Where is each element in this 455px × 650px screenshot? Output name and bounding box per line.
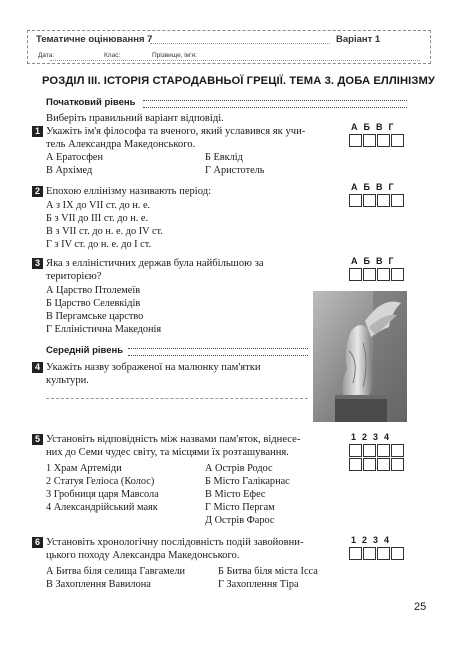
question-3-text-line1: Яка з елліністичних держав була найбільшою за bbox=[46, 258, 264, 269]
answer-cell[interactable] bbox=[391, 194, 404, 207]
answer-grid-header: АБВГ bbox=[351, 122, 400, 132]
header-divider bbox=[150, 43, 330, 44]
q2-option-b: Б з VII до III ст. до н. е. bbox=[46, 213, 149, 224]
question-5-text-line2: них до Семи чудес світу, та місцями їх розташування. bbox=[46, 447, 289, 458]
answer-cell[interactable] bbox=[349, 134, 362, 147]
header-field-line bbox=[50, 60, 420, 61]
instruction-text: Виберіть правильний варіант відповіді. bbox=[46, 113, 224, 124]
level-dots bbox=[128, 348, 308, 356]
answer-cell[interactable] bbox=[391, 268, 404, 281]
question-4-text-line2: культури. bbox=[46, 375, 89, 386]
answer-cell[interactable] bbox=[377, 547, 390, 560]
student-name-field-label: Прізвище, ім'я: bbox=[152, 52, 197, 59]
answer-cell[interactable] bbox=[363, 444, 376, 457]
q5-item-4: 4 Александрійський маяк bbox=[46, 502, 158, 513]
answer-cell[interactable] bbox=[377, 134, 390, 147]
q3-option-v: В Пергамське царство bbox=[46, 311, 144, 322]
question-3-text-line2: територією? bbox=[46, 271, 102, 282]
answer-cell[interactable] bbox=[391, 458, 404, 471]
answer-cell[interactable] bbox=[363, 268, 376, 281]
q5-item-1: 1 Храм Артеміди bbox=[46, 463, 122, 474]
question-4-text-line1: Укажіть назву зображеної на малюнку пам'ятки bbox=[46, 362, 261, 373]
answer-cell[interactable] bbox=[349, 444, 362, 457]
answer-cell[interactable] bbox=[391, 134, 404, 147]
q1-option-g: Г Аристотель bbox=[205, 165, 265, 176]
answer-cell[interactable] bbox=[377, 194, 390, 207]
class-field-label: Клас: bbox=[104, 52, 121, 59]
q6-option-a: А Битва біля селища Гавгамели bbox=[46, 566, 185, 577]
page-number: 25 bbox=[414, 601, 427, 613]
question-number: 1 bbox=[32, 126, 43, 137]
answer-cell[interactable] bbox=[349, 458, 362, 471]
question-number: 5 bbox=[32, 434, 43, 445]
question-6-text-line2: цького походу Александра Македонського. bbox=[46, 550, 240, 561]
question-number: 4 bbox=[32, 362, 43, 373]
answer-grid-q5[interactable] bbox=[349, 444, 405, 471]
answer-cell[interactable] bbox=[363, 547, 376, 560]
answer-grid-header: 1234 bbox=[351, 535, 396, 545]
level-initial-heading: Початковий рівень bbox=[46, 97, 136, 108]
answer-cell[interactable] bbox=[363, 134, 376, 147]
q6-option-g: Г Захоплення Тіра bbox=[218, 579, 299, 590]
answer-grid-header: 1234 bbox=[351, 432, 396, 442]
q5-place-a: А Острів Родос bbox=[205, 463, 273, 474]
answer-grid-q3[interactable] bbox=[349, 268, 405, 281]
question-1-text-line2: тель Александра Македонського. bbox=[46, 139, 196, 150]
question-number: 2 bbox=[32, 186, 43, 197]
answer-grid-q6[interactable] bbox=[349, 547, 405, 560]
q3-option-b: Б Царство Селевкідів bbox=[46, 298, 141, 309]
q2-option-g: Г з IV ст. до н. е. до I ст. bbox=[46, 239, 152, 250]
q2-option-v: В з VII ст. до н. е. до IV ст. bbox=[46, 226, 163, 237]
q3-option-g: Г Елліністична Македонія bbox=[46, 324, 162, 335]
q5-item-2: 2 Статуя Геліоса (Колос) bbox=[46, 476, 155, 487]
answer-cell[interactable] bbox=[391, 444, 404, 457]
answer-cell[interactable] bbox=[349, 268, 362, 281]
answer-cell[interactable] bbox=[363, 458, 376, 471]
q2-option-a: А з IX до VII ст. до н. е. bbox=[46, 200, 151, 211]
answer-grid-q2[interactable] bbox=[349, 194, 405, 207]
question-1-text-line1: Укажіть ім'я філософа та вченого, який уславився як учи- bbox=[46, 126, 306, 137]
answer-cell[interactable] bbox=[377, 444, 390, 457]
question-2-text: Епохою еллінізму називають період: bbox=[46, 186, 212, 197]
q5-place-g: Г Місто Пергам bbox=[205, 502, 275, 513]
assessment-title: Тематичне оцінювання 7 bbox=[36, 34, 153, 45]
answer-cell[interactable] bbox=[391, 547, 404, 560]
answer-line[interactable] bbox=[46, 398, 308, 399]
question-5-text-line1: Установіть відповідність між назвами пам'яток, віднесе- bbox=[46, 434, 301, 445]
answer-cell[interactable] bbox=[349, 194, 362, 207]
answer-cell[interactable] bbox=[377, 268, 390, 281]
question-6-text-line1: Установіть хронологічну послідовність подій завойовни- bbox=[46, 537, 304, 548]
section-title: РОЗДІЛ ІІІ. ІСТОРІЯ СТАРОДАВНЬОЇ ГРЕЦІЇ. ТЕМА 3. ДОБА ЕЛЛІНІЗМУ bbox=[42, 75, 435, 87]
date-field-label: Дата: bbox=[38, 52, 55, 59]
answer-grid-header: АБВГ bbox=[351, 182, 400, 192]
answer-cell[interactable] bbox=[349, 547, 362, 560]
answer-grid-header: АБВГ bbox=[351, 256, 400, 266]
q5-place-v: В Місто Ефес bbox=[205, 489, 266, 500]
q6-option-b: Б Битва біля міста Ісса bbox=[218, 566, 318, 577]
q1-option-a: А Ератосфен bbox=[46, 152, 103, 163]
q5-item-3: 3 Гробниця царя Мавсола bbox=[46, 489, 159, 500]
question-number: 6 bbox=[32, 537, 43, 548]
answer-cell[interactable] bbox=[377, 458, 390, 471]
level-dots bbox=[143, 100, 407, 108]
q3-option-a: А Царство Птолемеїв bbox=[46, 285, 141, 296]
statue-photo bbox=[313, 291, 407, 422]
answer-grid-q1[interactable] bbox=[349, 134, 405, 147]
q5-place-b: Б Місто Галікарнас bbox=[205, 476, 290, 487]
q1-option-v: В Архімед bbox=[46, 165, 93, 176]
question-number: 3 bbox=[32, 258, 43, 269]
q6-option-v: В Захоплення Вавилона bbox=[46, 579, 151, 590]
variant-label: Варіант 1 bbox=[336, 34, 381, 45]
q5-place-d: Д Острів Фарос bbox=[205, 515, 275, 526]
q1-option-b: Б Евклід bbox=[205, 152, 243, 163]
answer-cell[interactable] bbox=[363, 194, 376, 207]
level-middle-heading: Середній рівень bbox=[46, 345, 124, 356]
